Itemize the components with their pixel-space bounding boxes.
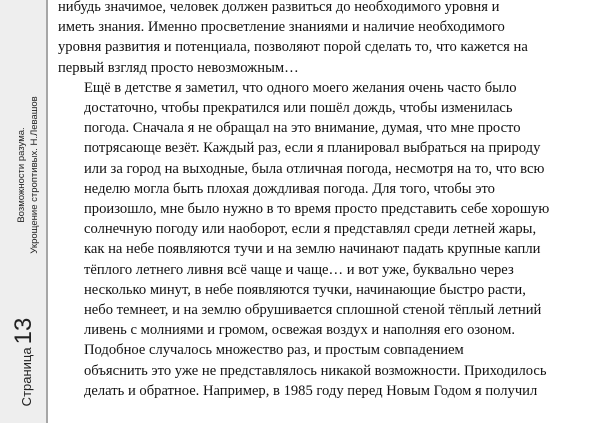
- page-content: [58, 0, 584, 423]
- text-line: тёплого летнего ливня всё чаще и чаще… и вот уже, буквально через: [84, 261, 514, 278]
- text-line: иметь знания. Именно просветление знаниями и наличие необходимого: [58, 19, 505, 36]
- text-line: неделю могла быть плохая дождливая погода. Для того, чтобы это: [84, 180, 495, 197]
- sidebar-divider: [46, 0, 48, 423]
- book-subtitle-rotated: [15, 96, 41, 253]
- text-line: произошло, мне было нужно в то время просто представить себе хорошую: [84, 201, 550, 218]
- book-subtitle-line2: Укрощение строптивых. Н.Левашов: [29, 96, 40, 254]
- text-line: уровня развития и потенциала, позволяют порой сделать то, что кажется на: [58, 39, 528, 56]
- book-subtitle-block: [12, 70, 44, 280]
- page-number: 13: [10, 317, 37, 345]
- text-line: небо темнеет, и на землю обрушивается сплошной стеной тёплый летний: [84, 302, 542, 319]
- book-subtitle-line1: Возможности разума.: [16, 127, 27, 223]
- text-line: достаточно, чтобы прекратился или пошёл дождь, чтобы изменилась: [84, 100, 513, 117]
- text-line: Ещё в детстве я заметил, что одного моего желания очень часто было: [84, 79, 517, 96]
- text-line: первый взгляд просто невозможным…: [58, 59, 299, 76]
- paragraph-2: [58, 78, 584, 341]
- text-line: солнечную погоду или наоборот, если я представлял среди летней жары,: [84, 221, 537, 238]
- text-line: несколько минут, в небе появляются тучки, начинающие быстро расти,: [84, 281, 526, 298]
- text-line: нибудь значимое, человек должен развиться до необходимого уровня и: [58, 0, 500, 15]
- text-line: как на небе появляются тучи и на землю начинают падать крупные капли: [84, 241, 541, 258]
- text-line: потрясающе везёт. Каждый раз, если я планировал выбраться на природу: [84, 140, 541, 157]
- text-line: ливень с молниями и громом, освежая воздух и наполняя его озоном.: [84, 322, 516, 339]
- paragraph-1: [58, 0, 584, 78]
- text-line: Подобное случалось множество раз, и простым совпадением: [84, 342, 464, 359]
- page-number-block: [12, 310, 36, 414]
- paragraph-3: [58, 340, 584, 401]
- text-line: объяснить это уже не представлялось никакой возможности. Приходилось: [84, 362, 547, 379]
- text-line: делать и обратное. Например, в 1985 году перед Новым Годом я получил: [84, 382, 538, 399]
- page-label: Страница: [19, 347, 34, 407]
- text-line: погода. Сначала я не обращал на это внимание, думая, что мне просто: [84, 120, 521, 137]
- text-line: или за город на выходные, была отличная погода, несмотря на то, что всю: [84, 160, 545, 177]
- page-number-rotated: [12, 318, 36, 407]
